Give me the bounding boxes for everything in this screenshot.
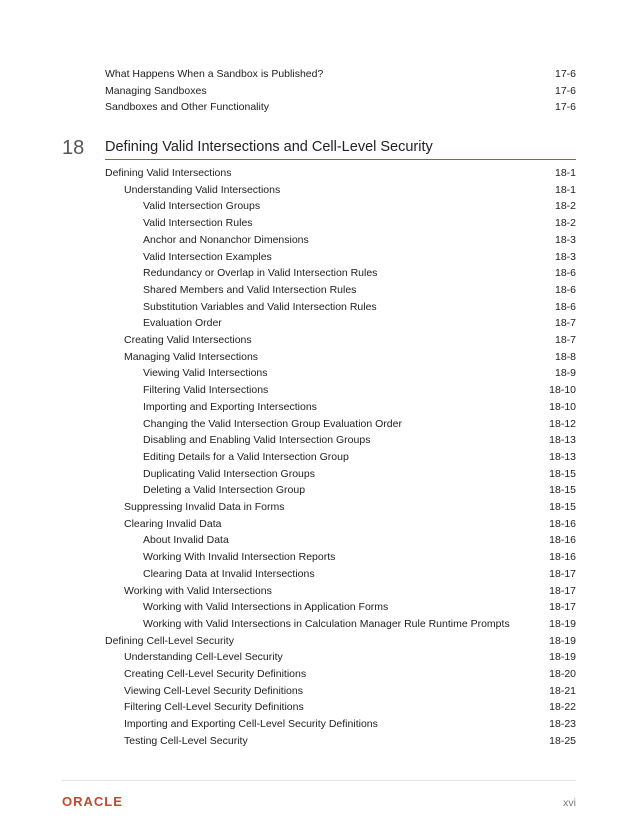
toc-entry[interactable]	[0, 499, 638, 515]
toc-entry-label[interactable]: Importing and Exporting Cell-Level Security Definitions	[124, 718, 378, 731]
toc-entry[interactable]	[0, 265, 638, 281]
toc-entry[interactable]	[0, 99, 638, 115]
toc-entry-label[interactable]: About Invalid Data	[143, 534, 229, 547]
page-number: xvi	[563, 797, 576, 809]
toc-entry-label[interactable]: Managing Valid Intersections	[124, 350, 259, 363]
toc-entry-page[interactable]: 18-2	[554, 217, 576, 230]
toc-entry-page[interactable]: 18-16	[549, 551, 576, 564]
toc-entry-page[interactable]: 18-15	[549, 501, 576, 513]
toc-entry-label[interactable]: Working with Valid Intersections	[124, 584, 272, 597]
toc-entry-page[interactable]: 18-25	[549, 734, 576, 747]
toc-entry-page[interactable]: 18-7	[554, 317, 576, 330]
toc-entry[interactable]	[0, 432, 638, 448]
toc-entry[interactable]	[0, 633, 638, 649]
toc-entry-label[interactable]: Evaluation Order	[143, 317, 222, 330]
toc-entry-page[interactable]: 18-13	[549, 450, 576, 463]
toc-entry-page[interactable]: 18-23	[549, 718, 576, 731]
toc-entry-label[interactable]: Defining Cell-Level Security	[105, 634, 234, 647]
toc-entry[interactable]	[0, 532, 638, 548]
toc-entry[interactable]	[0, 66, 638, 82]
toc-entry-page[interactable]: 18-3	[554, 250, 576, 263]
toc-entry[interactable]	[0, 198, 638, 214]
toc-entry-label[interactable]: Creating Valid Intersections	[124, 334, 252, 346]
toc-entry-label[interactable]: Valid Intersection Rules	[143, 217, 253, 230]
toc-entry-page[interactable]: 18-6	[554, 283, 576, 296]
toc-entry-label[interactable]: Viewing Valid Intersections	[143, 367, 268, 380]
toc-entry-label[interactable]: Working with Valid Intersections in Calculation Manager Rule Runtime Prompts	[143, 617, 510, 630]
toc-entry[interactable]	[0, 716, 638, 732]
toc-entry-page[interactable]: 18-19	[549, 634, 576, 647]
toc-entry-page[interactable]: 18-22	[549, 701, 576, 714]
chapter-title[interactable]: Defining Valid Intersections and Cell-Level Security	[105, 139, 433, 155]
toc-entry-page[interactable]: 18-2	[554, 200, 576, 213]
toc-entry-page[interactable]: 18-10	[549, 384, 576, 397]
toc-entry-label[interactable]: Defining Valid Intersections	[105, 167, 232, 179]
toc-entry-label[interactable]: What Happens When a Sandbox is Published?	[105, 68, 324, 80]
toc-entry[interactable]	[0, 516, 638, 532]
toc-entry-page[interactable]: 18-9	[554, 367, 576, 380]
toc-entry[interactable]	[0, 733, 638, 749]
toc-entry[interactable]	[0, 649, 638, 665]
toc-entry[interactable]	[0, 683, 638, 699]
toc-entry-page[interactable]: 18-1	[554, 167, 576, 179]
toc-entry-label[interactable]: Importing and Exporting Intersections	[143, 400, 317, 413]
toc-entry[interactable]	[0, 616, 638, 632]
toc-entry-label[interactable]: Understanding Valid Intersections	[124, 183, 281, 196]
toc-entry-label[interactable]: Shared Members and Valid Intersection Rules	[143, 283, 357, 296]
toc-entry-label[interactable]: Clearing Invalid Data	[124, 517, 222, 530]
toc-entry-page[interactable]: 18-16	[549, 534, 576, 547]
chapter-number: 18	[62, 137, 85, 159]
toc-entry[interactable]	[0, 182, 638, 198]
toc-entry[interactable]	[0, 215, 638, 231]
toc-entry-page[interactable]: 18-15	[549, 467, 576, 480]
toc-entry-label[interactable]: Valid Intersection Examples	[143, 250, 272, 263]
toc-entry-page[interactable]: 18-15	[549, 484, 576, 497]
toc-entry-page[interactable]: 18-10	[549, 400, 576, 413]
toc-entry-page[interactable]: 18-7	[554, 334, 576, 346]
toc-entry-page[interactable]: 18-21	[549, 684, 576, 697]
toc-entry-label[interactable]: Viewing Cell-Level Security Definitions	[124, 684, 303, 697]
toc-entry-page[interactable]: 18-16	[549, 517, 576, 530]
toc-entry-label[interactable]: Redundancy or Overlap in Valid Intersection Rules	[143, 267, 378, 280]
toc-entry[interactable]	[0, 566, 638, 582]
toc-entry-label[interactable]: Working With Invalid Intersection Reports	[143, 551, 336, 564]
toc-entry[interactable]	[0, 416, 638, 432]
toc-entry[interactable]	[0, 315, 638, 331]
toc-entry[interactable]	[0, 165, 638, 181]
toc-entry[interactable]	[0, 365, 638, 381]
toc-entry[interactable]	[0, 332, 638, 348]
toc-entry[interactable]	[0, 249, 638, 265]
toc-entry-label[interactable]: Creating Cell-Level Security Definitions	[124, 668, 307, 680]
toc-entry[interactable]	[0, 399, 638, 415]
toc-entry-page[interactable]: 18-12	[549, 417, 576, 430]
toc-entry[interactable]	[0, 449, 638, 465]
toc-entry-page[interactable]: 17-6	[554, 68, 576, 80]
toc-entry-page[interactable]: 18-6	[554, 267, 576, 280]
toc-entry-label[interactable]: Filtering Cell-Level Security Definitions	[124, 701, 304, 714]
toc-entry-label[interactable]: Suppressing Invalid Data in Forms	[124, 501, 285, 513]
toc-entry-label[interactable]: Clearing Data at Invalid Intersections	[143, 567, 315, 580]
toc-entry[interactable]	[0, 583, 638, 599]
toc-entry-page[interactable]: 18-6	[554, 300, 576, 313]
oracle-logo: ORACLE	[62, 794, 123, 809]
toc-entry-page[interactable]: 17-6	[554, 101, 576, 114]
toc-entry[interactable]	[0, 282, 638, 298]
toc-entry-page[interactable]: 18-13	[549, 434, 576, 447]
toc-entry-label[interactable]: Testing Cell-Level Security	[124, 734, 248, 747]
toc-entry[interactable]	[0, 699, 638, 715]
toc-entry-label[interactable]: Filtering Valid Intersections	[143, 384, 269, 397]
toc-entry-page[interactable]: 18-17	[549, 584, 576, 597]
toc-entry[interactable]	[0, 466, 638, 482]
toc-entry-page[interactable]: 18-17	[549, 601, 576, 614]
toc-entry-page[interactable]: 17-6	[554, 84, 576, 97]
toc-entry[interactable]	[0, 482, 638, 498]
toc-entry-label[interactable]: Disabling and Enabling Valid Intersection Groups	[143, 434, 371, 447]
toc-entry[interactable]	[0, 382, 638, 398]
toc-entry-label[interactable]: Sandboxes and Other Functionality	[105, 101, 270, 114]
toc-entry[interactable]	[0, 666, 638, 682]
toc-entry-label[interactable]: Changing the Valid Intersection Group Evaluation Order	[143, 417, 402, 430]
toc-entry-page[interactable]: 18-1	[554, 183, 576, 196]
toc-entry[interactable]	[0, 299, 638, 315]
toc-entry-label[interactable]: Substitution Variables and Valid Intersection Rules	[143, 300, 377, 313]
toc-entry-page[interactable]: 18-17	[549, 567, 576, 580]
toc-entry-label[interactable]: Managing Sandboxes	[105, 84, 207, 97]
toc-entry-label[interactable]: Duplicating Valid Intersection Groups	[143, 467, 315, 480]
toc-entry-label[interactable]: Understanding Cell-Level Security	[124, 651, 283, 664]
toc-entry-page[interactable]: 18-3	[554, 233, 576, 246]
toc-entry[interactable]	[0, 232, 638, 248]
toc-entry-label[interactable]: Working with Valid Intersections in Application Forms	[143, 601, 389, 614]
footer-divider	[62, 780, 576, 781]
toc-entry-label[interactable]: Anchor and Nonanchor Dimensions	[143, 233, 309, 246]
toc-entry-label[interactable]: Deleting a Valid Intersection Group	[143, 484, 306, 497]
toc-entry-page[interactable]: 18-20	[549, 668, 576, 680]
toc-entry[interactable]	[0, 599, 638, 615]
chapter-divider	[105, 159, 576, 160]
toc-entry[interactable]	[0, 349, 638, 365]
toc-entry[interactable]	[0, 549, 638, 565]
toc-entry-page[interactable]: 18-19	[549, 651, 576, 664]
toc-entry-label[interactable]: Editing Details for a Valid Intersection Group	[143, 450, 349, 463]
toc-entry-page[interactable]: 18-8	[554, 350, 576, 363]
toc-entry-page[interactable]: 18-19	[549, 617, 576, 630]
toc-entry-label[interactable]: Valid Intersection Groups	[143, 200, 261, 213]
toc-entry[interactable]	[0, 83, 638, 99]
